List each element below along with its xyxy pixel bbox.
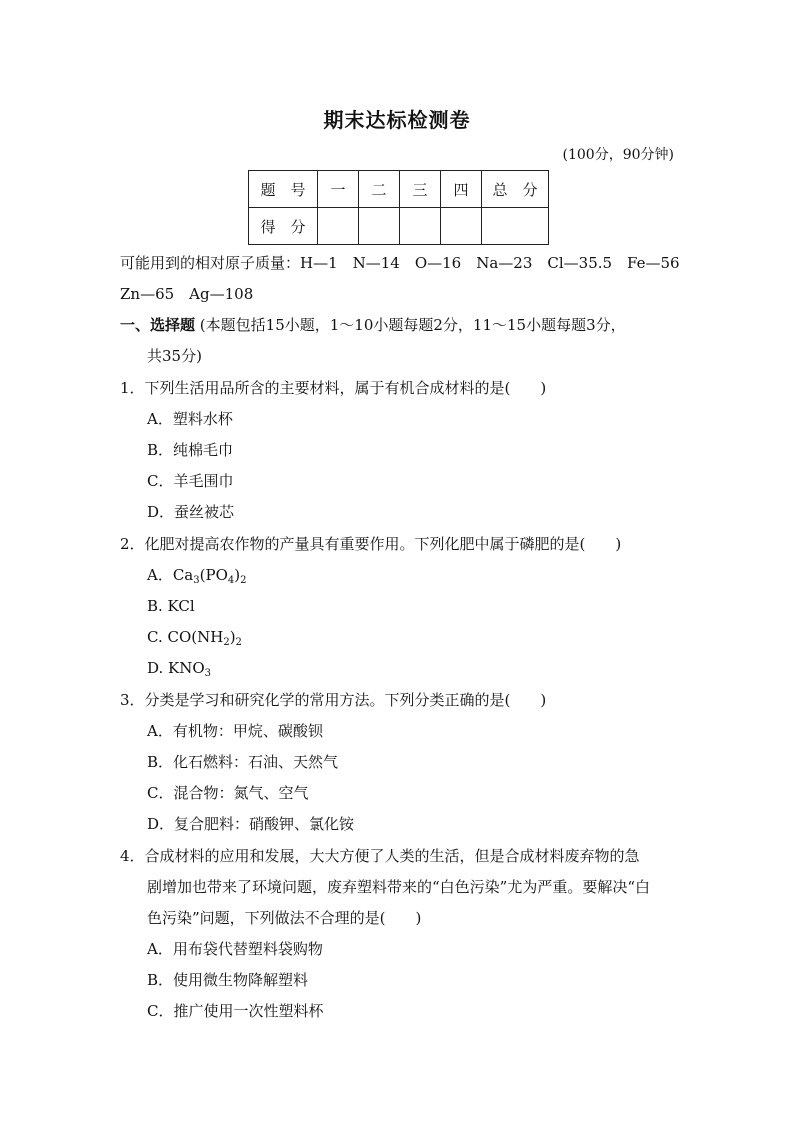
atomic-mass-line-1: 可能用到的相对原子质量：H—1 N—14 O—16 Na—23 Cl—35.5 Fe—56 [120,254,680,272]
score-table-header-total: 总 分 [482,171,549,208]
question-1-stem: 1．下列生活用品所含的主要材料，属于有机合成材料的是( ) [120,379,547,397]
section-1-instructions: (本题包括15小题，1～10小题每题2分，11～15小题每题3分， [199,316,626,334]
question-1-option-c[interactable]: C．羊毛围巾 [147,472,234,490]
question-3-option-d[interactable]: D．复合肥料：硝酸钾、氯化铵 [147,815,355,833]
score-cell-3[interactable] [400,208,441,245]
score-cell-2[interactable] [359,208,400,245]
section-1-instructions-cont: 共35分) [147,347,202,365]
score-table-row-label: 得 分 [249,208,318,245]
question-2-option-d[interactable]: D. $KNO_3$ [147,659,212,679]
question-3-option-b[interactable]: B．化石燃料：石油、天然气 [147,753,339,771]
question-1-option-b[interactable]: B．纯棉毛巾 [147,441,234,459]
question-4-option-c[interactable]: C．推广使用一次性塑料杯 [147,1002,324,1020]
score-cell-total[interactable] [482,208,549,245]
question-4-stem-line-3: 色污染”问题，下列做法不合理的是( ) [147,909,422,927]
score-table-header-3: 三 [400,171,441,208]
question-3-stem: 3．分类是学习和研究化学的常用方法。下列分类正确的是( ) [120,691,547,709]
question-2-stem: 2．化肥对提高农作物的产量具有重要作用。下列化肥中属于磷肥的是( ) [120,535,622,553]
question-3-option-a[interactable]: A．有机物：甲烷、碳酸钡 [147,722,323,740]
score-table-header-2: 二 [359,171,400,208]
score-table [248,170,549,245]
score-cell-4[interactable] [441,208,482,245]
question-1-option-a[interactable]: A．塑料水杯 [147,410,233,428]
score-table-header-label: 题 号 [249,171,318,208]
score-cell-1[interactable] [318,208,359,245]
exam-title: 期末达标检测卷 [323,108,471,132]
question-2-option-c[interactable]: C. $CO(NH_2)_2$ [147,628,242,648]
question-2-option-b[interactable]: B. KCl [147,597,195,615]
section-1-title: 一、选择题 [120,316,196,334]
score-table-header-row [249,171,549,208]
score-table-score-row [249,208,549,245]
question-3-option-c[interactable]: C．混合物：氮气、空气 [147,784,309,802]
question-1-option-d[interactable]: D．蚕丝被芯 [147,503,235,521]
section-1-heading [120,314,626,336]
score-table-header-4: 四 [441,171,482,208]
question-4-option-b[interactable]: B．使用微生物降解塑料 [147,971,309,989]
question-4-option-a[interactable]: A．用布袋代替塑料袋购物 [147,940,323,958]
question-4-stem-line-1: 4．合成材料的应用和发展，大大方便了人类的生活，但是合成材料废弃物的急 [120,847,640,865]
score-table-header-1: 一 [318,171,359,208]
question-4-stem-line-2: 剧增加也带来了环境问题，废弃塑料带来的“白色污染”尤为严重。要解决“白 [147,878,651,896]
atomic-mass-line-2: Zn—65 Ag—108 [120,285,254,303]
exam-score-time: (100分，90分钟) [562,147,674,163]
question-2-option-a[interactable]: A．$Ca_3(PO_4)_2$ [147,566,247,586]
